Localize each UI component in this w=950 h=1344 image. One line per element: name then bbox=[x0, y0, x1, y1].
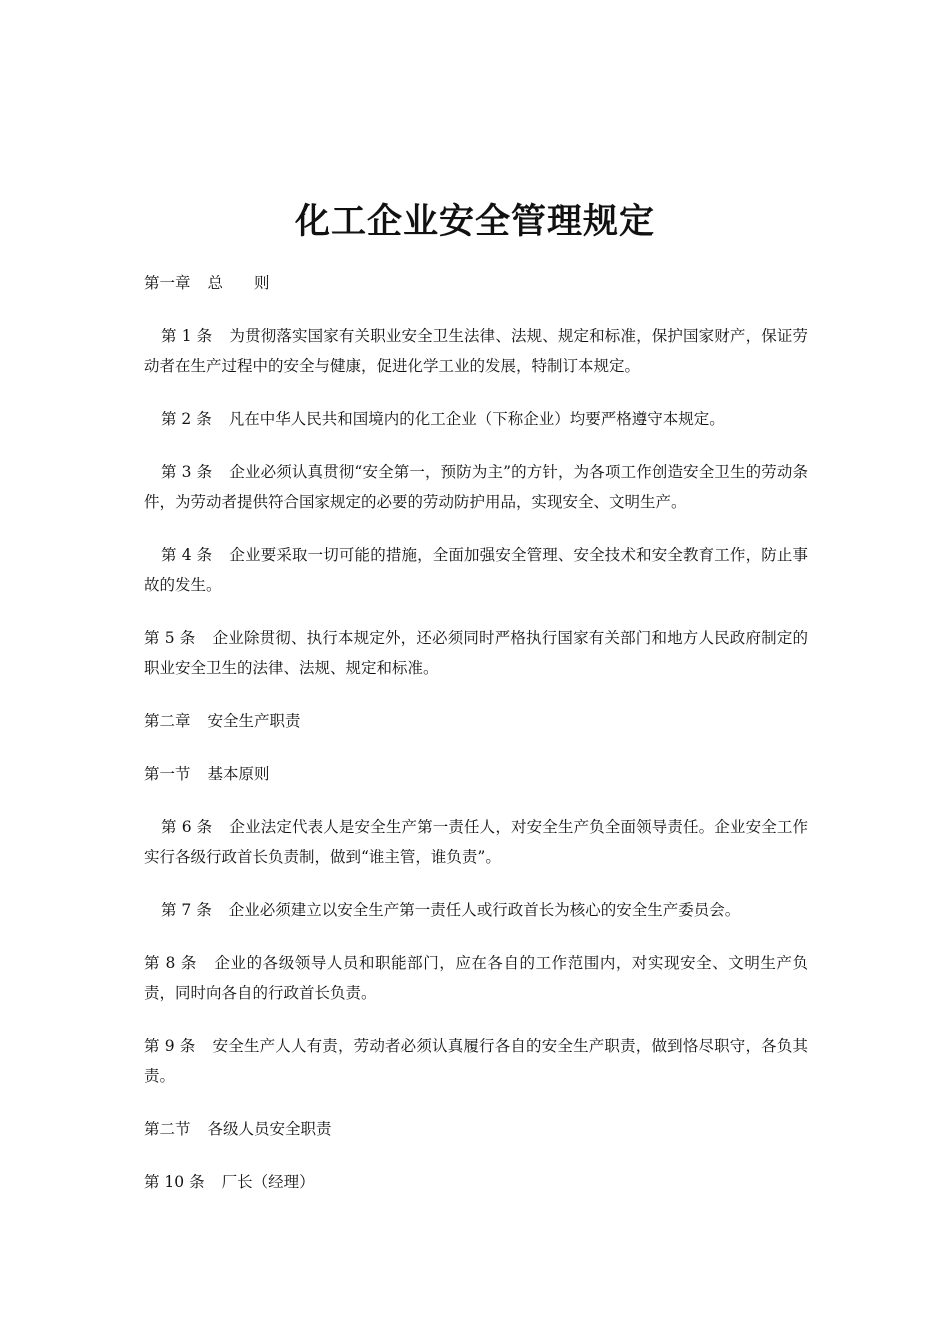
paragraph-label: 第 10 条 bbox=[144, 1173, 205, 1191]
paragraph-label: 第 7 条 bbox=[161, 901, 212, 919]
paragraph-label: 第 9 条 bbox=[144, 1037, 196, 1055]
paragraph-text: 为贯彻落实国家有关职业安全卫生法律、法规、规定和标准，保护国家财产，保证劳动者在生产过程中的安全与健康，促进化学工业的发展，特制订本规定。 bbox=[144, 327, 808, 375]
paragraph-label: 第 6 条 bbox=[161, 818, 213, 836]
article-paragraph bbox=[144, 948, 808, 1008]
document-body bbox=[144, 268, 808, 1220]
article-paragraph bbox=[144, 404, 808, 434]
section-heading bbox=[144, 759, 808, 789]
paragraph-label: 第 3 条 bbox=[161, 463, 213, 481]
paragraph-label: 第二节 bbox=[144, 1120, 191, 1138]
article-paragraph bbox=[144, 457, 808, 517]
paragraph-text: 总 则 bbox=[207, 274, 270, 292]
paragraph-label: 第一章 bbox=[144, 274, 191, 292]
article-paragraph bbox=[144, 1031, 808, 1091]
section-heading bbox=[144, 1114, 808, 1144]
article-paragraph bbox=[144, 812, 808, 872]
paragraph-label: 第 2 条 bbox=[161, 410, 212, 428]
paragraph-text: 安全生产职责 bbox=[207, 712, 301, 730]
paragraph-text: 基本原则 bbox=[207, 765, 270, 783]
article-paragraph bbox=[144, 540, 808, 600]
paragraph-label: 第 4 条 bbox=[161, 546, 213, 564]
article-paragraph bbox=[144, 321, 808, 381]
paragraph-text: 企业要采取一切可能的措施，全面加强安全管理、安全技术和安全教育工作，防止事故的发生。 bbox=[144, 546, 808, 594]
chapter-heading bbox=[144, 706, 808, 736]
document-title: 化工企业安全管理规定 bbox=[294, 201, 655, 242]
article-paragraph bbox=[144, 1167, 808, 1197]
article-paragraph bbox=[144, 895, 808, 925]
paragraph-label: 第 1 条 bbox=[161, 327, 213, 345]
paragraph-text: 企业法定代表人是安全生产第一责任人，对安全生产负全面领导责任。企业安全工作实行各级行政首长负责制，做到“谁主管，谁负责”。 bbox=[144, 818, 808, 866]
paragraph-text: 安全生产人人有责，劳动者必须认真履行各自的安全生产职责，做到恪尽职守，各负其责。 bbox=[144, 1037, 808, 1085]
paragraph-text: 厂长（经理） bbox=[221, 1173, 315, 1191]
paragraph-text: 企业的各级领导人员和职能部门，应在各自的工作范围内，对实现安全、文明生产负责，同时向各自的行政首长负责。 bbox=[144, 954, 808, 1002]
paragraph-text: 企业必须建立以安全生产第一责任人或行政首长为核心的安全生产委员会。 bbox=[228, 901, 741, 919]
paragraph-text: 各级人员安全职责 bbox=[207, 1120, 332, 1138]
article-paragraph bbox=[144, 623, 808, 683]
paragraph-label: 第二章 bbox=[144, 712, 191, 730]
chapter-heading bbox=[144, 268, 808, 298]
paragraph-label: 第 5 条 bbox=[144, 629, 196, 647]
paragraph-label: 第 8 条 bbox=[144, 954, 197, 972]
paragraph-text: 企业除贯彻、执行本规定外，还必须同时严格执行国家有关部门和地方人民政府制定的职业安全卫生的法律、法规、规定和标准。 bbox=[144, 629, 808, 677]
paragraph-label: 第一节 bbox=[144, 765, 191, 783]
paragraph-text: 凡在中华人民共和国境内的化工企业（下称企业）均要严格遵守本规定。 bbox=[228, 410, 725, 428]
paragraph-text: 企业必须认真贯彻“安全第一，预防为主”的方针，为各项工作创造安全卫生的劳动条件，为劳动者提供符合国家规定的必要的劳动防护用品，实现安全、文明生产。 bbox=[144, 463, 808, 511]
